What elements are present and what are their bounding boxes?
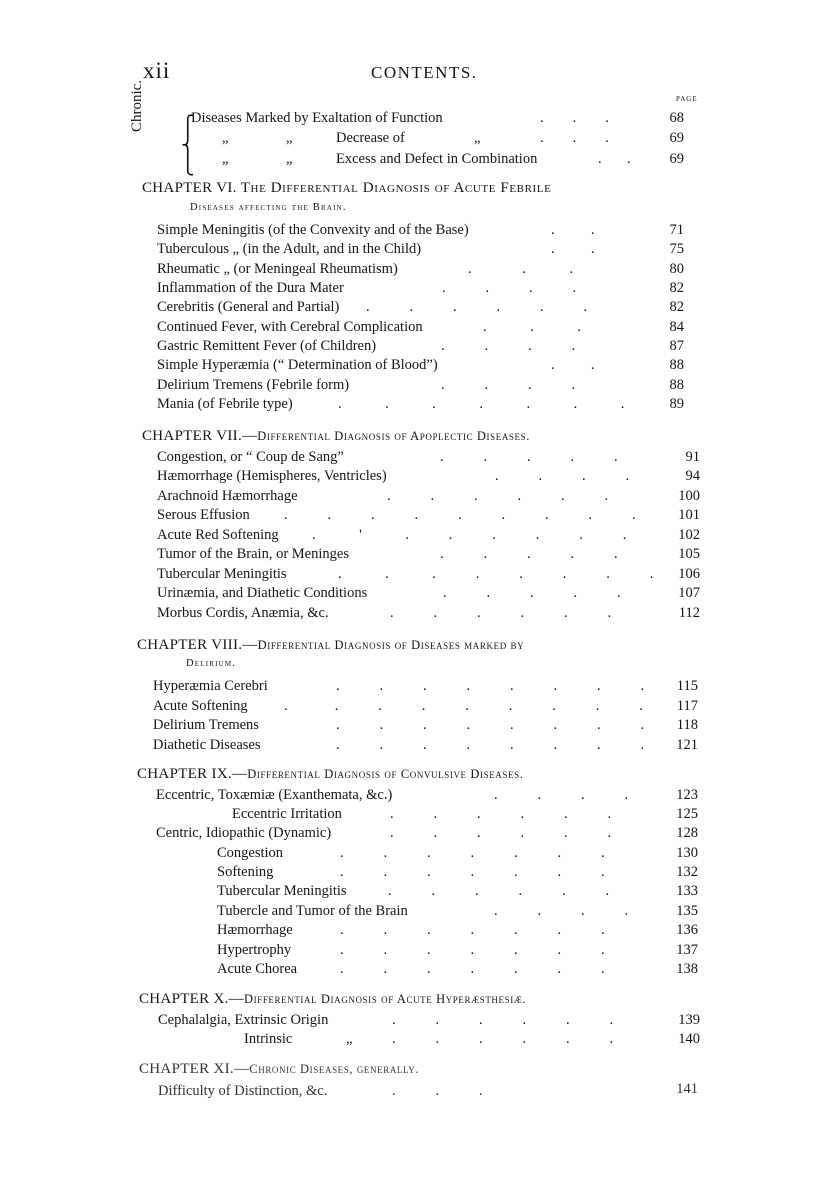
leader-dots: . ' . . . . . . xyxy=(312,527,627,543)
toc-entry-page: 75 xyxy=(669,241,684,257)
leader-dots: . . . . . . xyxy=(392,1012,614,1028)
leader-dots: . . . . xyxy=(441,377,576,393)
toc-entry-text: Morbus Cordis, Anæmia, &c. xyxy=(157,605,329,621)
leader-dots: . . . xyxy=(540,130,609,146)
toc-entry-text: Arachnoid Hæmorrhage xyxy=(157,488,298,504)
chapter-title: Differential Diagnosis of Acute Hyperæsthesiæ. xyxy=(243,992,527,1006)
leader-dots: . . . . xyxy=(494,903,629,919)
chapter-title-continued: Delirium. xyxy=(186,658,237,669)
toc-entry-page: 123 xyxy=(676,787,698,803)
toc-entry-page: 82 xyxy=(669,280,684,296)
toc-entry-text: Intrinsic xyxy=(244,1031,293,1047)
toc-entry-page: 128 xyxy=(676,825,698,841)
toc-entry-text: Delirium Tremens (Febrile form) xyxy=(157,377,350,393)
leader-dots: . . . . . xyxy=(443,585,621,601)
toc-entry-text: Acute Softening xyxy=(153,698,248,714)
leader-dots: . . xyxy=(551,222,595,238)
leader-dots: . . . . xyxy=(441,338,576,354)
toc-entry-text: Softening xyxy=(217,864,274,880)
chapter-label: CHAPTER X.— xyxy=(139,991,244,1007)
chapter-title: Chronic Diseases, generally. xyxy=(249,1062,420,1076)
toc-entry-page: 136 xyxy=(676,922,698,938)
toc-entry-page: 102 xyxy=(678,527,700,543)
toc-entry-page: 139 xyxy=(678,1012,700,1028)
leader-dots: . . . . . . . xyxy=(340,864,605,880)
toc-entry-page: 69 xyxy=(669,151,684,167)
toc-entry-text: Inflammation of the Dura Mater xyxy=(157,280,344,296)
chapter-title: Differential Diagnosis of Convulsive Diseases. xyxy=(247,767,524,781)
toc-entry-text: Mania (of Febrile type) xyxy=(157,396,293,412)
toc-entry-text: Urinæmia, and Diathetic Conditions xyxy=(157,585,368,601)
toc-entry-text: Diseases Marked by Exaltation of Function xyxy=(191,110,443,126)
toc-entry-text: Hypertrophy xyxy=(217,942,292,958)
leader-dots: . . . . . . . xyxy=(340,942,605,958)
toc-entry-page: 94 xyxy=(685,468,700,484)
toc-entry-page: 135 xyxy=(676,903,698,919)
chapter-heading xyxy=(137,637,524,654)
toc-entry-page: 140 xyxy=(678,1031,700,1047)
chapter-label: CHAPTER VII.— xyxy=(142,428,258,444)
chapter-heading xyxy=(137,766,523,783)
toc-entry-text: Tumor of the Brain, or Meninges xyxy=(157,546,349,562)
chapter-heading xyxy=(139,991,526,1008)
page-number: xii xyxy=(143,58,171,83)
ditto-mark: „ xyxy=(222,130,229,146)
leader-dots: . . . xyxy=(392,1083,483,1099)
toc-entry-text: Hæmorrhage xyxy=(217,922,293,938)
chapter-title: Differential Diagnosis of Diseases marked by xyxy=(257,638,525,652)
leader-dots: . . . . . . xyxy=(390,605,612,621)
toc-entry-page: 133 xyxy=(676,883,698,899)
leader-dots: . . . . . . . xyxy=(338,396,625,412)
leader-dots: . . . . . . xyxy=(392,1031,614,1047)
toc-entry-text: Gastric Remittent Fever (of Children) xyxy=(157,338,377,354)
toc-entry-text: Acute Red Softening xyxy=(157,527,279,543)
chapter-heading xyxy=(142,428,530,445)
toc-entry-text: Eccentric Irritation xyxy=(232,806,342,822)
chapter-label: CHAPTER VI. xyxy=(142,180,237,196)
leader-dots: . . . . . . . . xyxy=(338,566,654,582)
toc-entry-page: 101 xyxy=(678,507,700,523)
leader-dots: . . . xyxy=(540,110,609,126)
toc-entry-text: Continued Fever, with Cerebral Complication xyxy=(157,319,423,335)
leader-dots: . . . . xyxy=(494,787,629,803)
page-title: CONTENTS. xyxy=(371,63,478,82)
toc-entry-text: Tubercular Meningitis xyxy=(157,566,287,582)
leader-dots: . . . . . . . . xyxy=(336,737,645,753)
ditto-mark: „ xyxy=(474,130,481,146)
leader-dots: . . . . . . . . xyxy=(336,678,645,694)
leader-dots: . . . . . . xyxy=(387,488,609,504)
leader-dots: . . . . xyxy=(442,280,577,296)
leader-dots: . . . . xyxy=(495,468,630,484)
ditto-mark: „ xyxy=(286,151,293,167)
brace-icon: ⎧ ⎨ ⎩ xyxy=(181,115,195,175)
ditto-mark: „ xyxy=(222,151,229,167)
toc-entry-text: Difficulty of Distinction, &c. xyxy=(158,1083,328,1099)
toc-entry-text: Simple Meningitis (of the Convexity and of the Base) xyxy=(157,222,469,238)
toc-entry-text: Cerebritis (General and Partial) xyxy=(157,299,340,315)
toc-entry-text: Decrease of xyxy=(336,130,405,146)
toc-entry-text: Tubercle and Tumor of the Brain xyxy=(217,903,408,919)
toc-entry-text: Centric, Idiopathic (Dynamic) xyxy=(156,825,332,841)
toc-entry-page: 125 xyxy=(676,806,698,822)
toc-entry-page: 115 xyxy=(676,678,698,694)
page-column-label: PAGE xyxy=(676,95,698,103)
toc-entry-page: 132 xyxy=(676,864,698,880)
leader-dots: . . . . . . . xyxy=(340,922,605,938)
chapter-title: Differential Diagnosis of Apoplectic Diseases. xyxy=(257,429,530,443)
leader-dots: . . . . . . . xyxy=(340,961,605,977)
leader-dots: . . . . . . xyxy=(390,825,612,841)
chapter-title: The Differential Diagnosis of Acute Febrile xyxy=(240,180,552,196)
toc-entry-text: Hyperæmia Cerebri xyxy=(153,678,268,694)
toc-entry-text: Tuberculous „ (in the Adult, and in the Child) xyxy=(157,241,422,257)
toc-entry-text: Simple Hyperæmia (“ Determination of Blood”) xyxy=(157,357,438,373)
toc-entry-page: 141 xyxy=(676,1081,698,1097)
toc-entry-page: 105 xyxy=(678,546,700,562)
chapter-label: CHAPTER VIII.— xyxy=(137,637,258,653)
toc-entry-text: Congestion xyxy=(217,845,284,861)
toc-entry-page: 82 xyxy=(669,299,684,315)
leader-dots: . . . . . . . . . xyxy=(284,507,636,523)
toc-entry-text: Cephalalgia, Extrinsic Origin xyxy=(158,1012,329,1028)
toc-entry-page: 117 xyxy=(676,698,698,714)
toc-entry-text: Rheumatic „ (or Meningeal Rheumatism) xyxy=(157,261,398,277)
toc-entry-text: Tubercular Meningitis xyxy=(217,883,347,899)
toc-entry-page: 68 xyxy=(669,110,684,126)
leader-dots: . . . . . . . xyxy=(340,845,605,861)
toc-entry-text: Eccentric, Toxæmiæ (Exanthemata, &c.) xyxy=(156,787,393,803)
ditto-mark: „ xyxy=(286,130,293,146)
toc-entry-page: 100 xyxy=(678,488,700,504)
leader-dots: . . . . . xyxy=(440,449,618,465)
toc-entry-text: Diathetic Diseases xyxy=(153,737,261,753)
ditto-mark: „ xyxy=(346,1031,353,1047)
toc-entry-text: Hæmorrhage (Hemispheres, Ventricles) xyxy=(157,468,387,484)
chapter-heading xyxy=(139,1061,419,1078)
toc-entry-page: 106 xyxy=(678,566,700,582)
toc-entry-text: Serous Effusion xyxy=(157,507,250,523)
toc-entry-page: 137 xyxy=(676,942,698,958)
toc-entry-page: 91 xyxy=(685,449,700,465)
toc-entry-page: 130 xyxy=(676,845,698,861)
leader-dots: . . . xyxy=(483,319,581,335)
toc-entry-page: 121 xyxy=(676,737,698,753)
leader-dots: . . xyxy=(598,151,631,167)
leader-dots: . . . . . . xyxy=(390,806,612,822)
leader-dots: . . . xyxy=(468,261,574,277)
toc-entry-page: 71 xyxy=(669,222,684,238)
toc-entry-page: 107 xyxy=(678,585,700,601)
toc-entry-page: 89 xyxy=(669,396,684,412)
leader-dots: . . . . . . xyxy=(366,299,588,315)
leader-dots: . . . . . . . . xyxy=(336,717,645,733)
toc-entry-text: Congestion, or “ Coup de Sang” xyxy=(157,449,344,465)
toc-entry-page: 88 xyxy=(669,357,684,373)
leader-dots: . . xyxy=(551,357,595,373)
toc-entry-page: 112 xyxy=(678,605,700,621)
leader-dots: . . . . . . xyxy=(388,883,610,899)
leader-dots: . . xyxy=(551,241,595,257)
chapter-title-continued: Diseases affecting the Brain. xyxy=(190,202,347,213)
toc-entry-page: 118 xyxy=(676,717,698,733)
leader-dots: . . . . . . . . . xyxy=(284,698,643,714)
toc-entry-page: 138 xyxy=(676,961,698,977)
toc-entry-page: 69 xyxy=(669,130,684,146)
chapter-heading xyxy=(142,180,551,197)
toc-entry-page: 84 xyxy=(669,319,684,335)
toc-entry-text: Excess and Defect in Combination xyxy=(336,151,538,167)
toc-entry-text: Acute Chorea xyxy=(217,961,298,977)
chapter-label: CHAPTER IX.— xyxy=(137,766,248,782)
chronic-side-label: Chronic. xyxy=(129,79,145,132)
toc-entry-page: 87 xyxy=(669,338,684,354)
toc-entry-text: Delirium Tremens xyxy=(153,717,259,733)
chapter-label: CHAPTER XI.— xyxy=(139,1061,250,1077)
leader-dots: . . . . . xyxy=(440,546,618,562)
toc-entry-page: 88 xyxy=(669,377,684,393)
toc-entry-page: 80 xyxy=(669,261,684,277)
